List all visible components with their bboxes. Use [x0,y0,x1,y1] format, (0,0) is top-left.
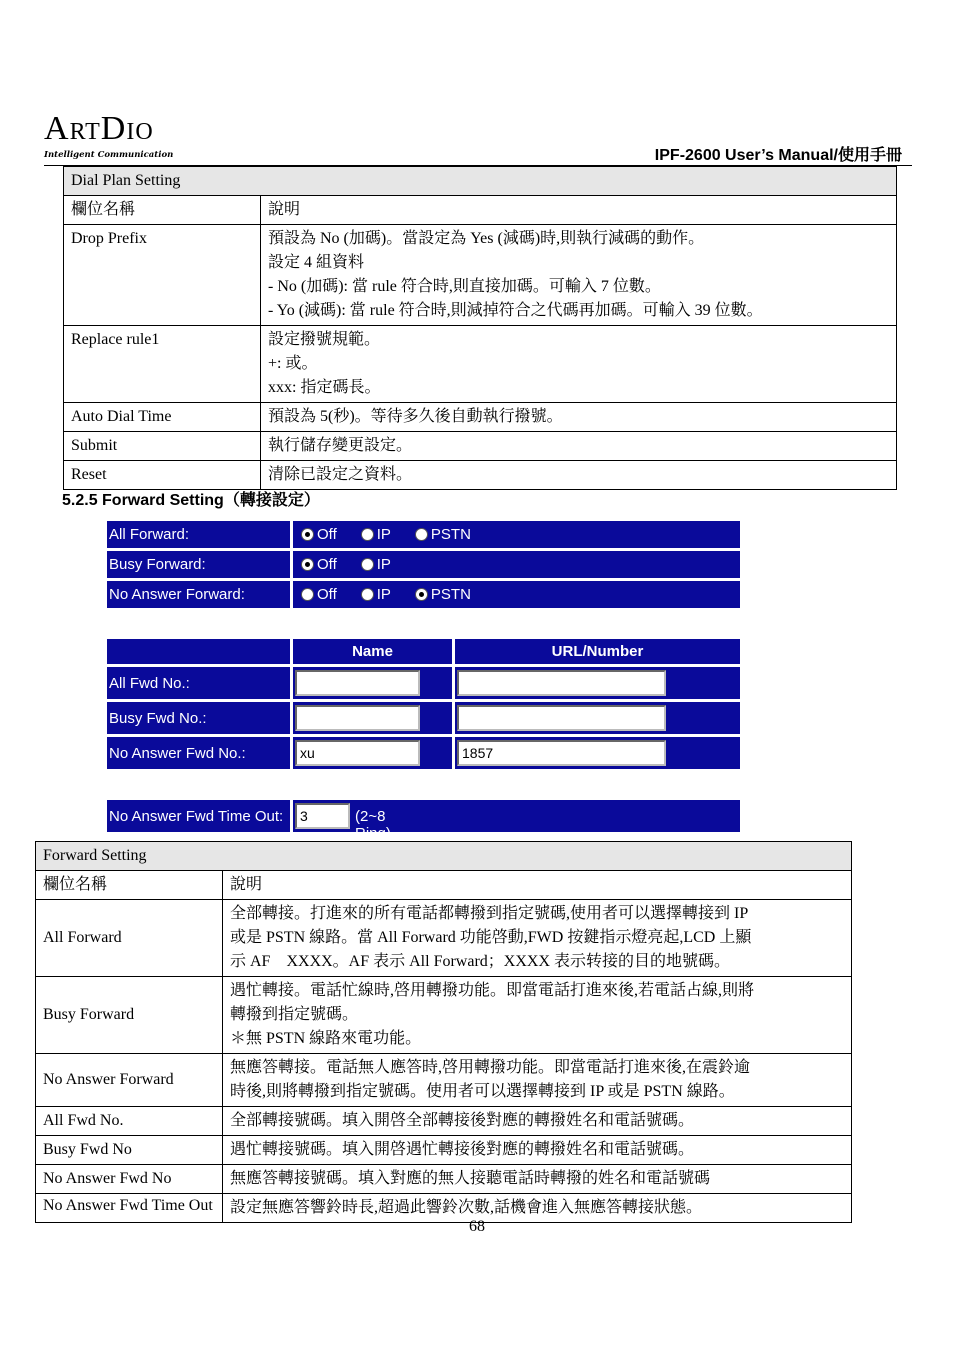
field-description: 遇忙轉接號碼。填入開啓遇忙轉接後對應的轉撥姓名和電話號碼。 [223,1136,852,1165]
column-header-url: URL/Number [455,639,740,664]
table-row [64,403,897,432]
field-name: Reset [64,461,261,490]
radio-checked-icon[interactable] [415,588,428,601]
table-row [36,1107,852,1136]
table-row [36,977,852,1054]
radio-option[interactable]: Off [301,526,337,543]
table-header-row [64,196,897,225]
table-row [64,432,897,461]
radio-icon[interactable] [301,588,314,601]
field-name: Replace rule1 [64,326,261,403]
all-fwd-name-input[interactable] [295,670,420,696]
column-header-name: Name [293,639,452,664]
radio-option[interactable]: Off [301,586,337,603]
table-row [64,326,897,403]
manual-title: IPF-2600 User’s Manual/使用手冊 [654,147,902,164]
field-description: 全部轉接。打進來的所有電話都轉撥到指定號碼,使用者可以選擇轉接到 IP 或是 PSTN 線路。當 All Forward 功能啓動,FWD 按鍵指示燈亮起,LCD 上顯 示 AF XXXX。AF 表示 All Forward；XXXX 表示转接的目的地號碼。 [223,900,852,977]
radio-option[interactable]: PSTN [415,526,471,543]
table-row [36,1165,852,1194]
row-label: All Fwd No.: [107,667,290,699]
no-answer-fwd-name-input[interactable]: xu [295,740,420,766]
field-description: 設定無應答響鈴時長,超過此響鈴次數,話機會進入無應答轉接狀態。 [223,1194,852,1223]
field-name: Submit [64,432,261,461]
field-name: Busy Fwd No [36,1136,223,1165]
radio-option[interactable]: PSTN [415,586,471,603]
field-name: Busy Forward [36,977,223,1054]
table-row [36,1136,852,1165]
field-description: 全部轉接號碼。填入開啓全部轉接後對應的轉撥姓名和電話號碼。 [223,1107,852,1136]
busy-forward-options [293,551,740,578]
all-forward-options [293,521,740,548]
radio-checked-icon[interactable] [301,528,314,541]
forward-setting-table [35,841,852,1223]
table-title: Forward Setting [36,842,852,871]
busy-fwd-name-input[interactable] [295,705,420,731]
logo-wordmark: ARTDIO [44,110,154,147]
field-description: 設定撥號規範。 +: 或。 xxx: 指定碼長。 [261,326,897,403]
artdio-logo [44,112,184,160]
no-answer-forward-options [293,581,740,608]
page-number: 68 [469,1218,485,1235]
field-description: 無應答轉接。電話無人應答時,啓用轉撥功能。即當電話打進來後,在震鈴逾 時後,則將轉撥到指定號碼。使用者可以選擇轉接到 IP 或是 PSTN 線路。 [223,1054,852,1107]
section-title: 5.2.5 Forward Setting（轉接設定） [62,492,320,509]
column-header: 說明 [223,871,852,900]
table-row [36,900,852,977]
logo-tagline: Intelligent Communication [44,150,174,160]
radio-checked-icon[interactable] [301,558,314,571]
table-row [64,461,897,490]
header-blank [107,639,290,664]
busy-fwd-url-input[interactable] [457,705,666,731]
table-title-row [64,167,897,196]
no-answer-fwd-url-input[interactable]: 1857 [457,740,666,766]
mode-label: All Forward: [107,521,290,548]
radio-icon[interactable] [361,558,374,571]
timeout-hint: (2~8 Ring) [355,808,391,842]
table-row [36,1054,852,1107]
field-description: 清除已設定之資料。 [261,461,897,490]
table-title-row [36,842,852,871]
mode-label: No Answer Forward: [107,581,290,608]
column-header: 欄位名稱 [64,196,261,225]
field-name: Auto Dial Time [64,403,261,432]
field-name: No Answer Fwd Time Out [36,1194,223,1223]
timeout-input[interactable]: 3 [295,803,350,829]
field-name: No Answer Forward [36,1054,223,1107]
field-name: No Answer Fwd No [36,1165,223,1194]
dial-plan-table [63,166,897,490]
field-description: 預設為 No (加碼)。當設定為 Yes (減碼)時,則執行減碼的動作。 設定 4 組資料 - No (加碼): 當 rule 符合時,則直接加碼。可輸入 7 位數。 - Yo (減碼): 當 rule 符合時,則減掉符合之代碼再加碼。可輸入 39 位數。 [261,225,897,326]
row-label: No Answer Fwd No.: [107,737,290,769]
radio-icon[interactable] [415,528,428,541]
radio-icon[interactable] [361,588,374,601]
field-description: 預設為 5(秒)。等待多久後自動執行撥號。 [261,403,897,432]
field-name: All Forward [36,900,223,977]
radio-option[interactable]: IP [361,556,391,573]
row-label: Busy Fwd No.: [107,702,290,734]
all-fwd-url-input[interactable] [457,670,666,696]
field-description: 遇忙轉接。電話忙線時,啓用轉撥功能。即當電話打進來後,若電話占線,則將 轉撥到指定號碼。 ＊無 PSTN 線路來電功能。 [223,977,852,1054]
table-header-row [36,871,852,900]
column-header: 欄位名稱 [36,871,223,900]
field-description: 執行儲存變更設定。 [261,432,897,461]
radio-icon[interactable] [361,528,374,541]
radio-option[interactable]: Off [301,556,337,573]
radio-option[interactable]: IP [361,526,391,543]
timeout-label: No Answer Fwd Time Out: [107,800,290,832]
field-name: All Fwd No. [36,1107,223,1136]
table-row [64,225,897,326]
field-description: 無應答轉接號碼。填入對應的無人接聽電話時轉撥的姓名和電話號碼 [223,1165,852,1194]
mode-label: Busy Forward: [107,551,290,578]
table-title: Dial Plan Setting [64,167,897,196]
column-header: 說明 [261,196,897,225]
field-name: Drop Prefix [64,225,261,326]
radio-option[interactable]: IP [361,586,391,603]
